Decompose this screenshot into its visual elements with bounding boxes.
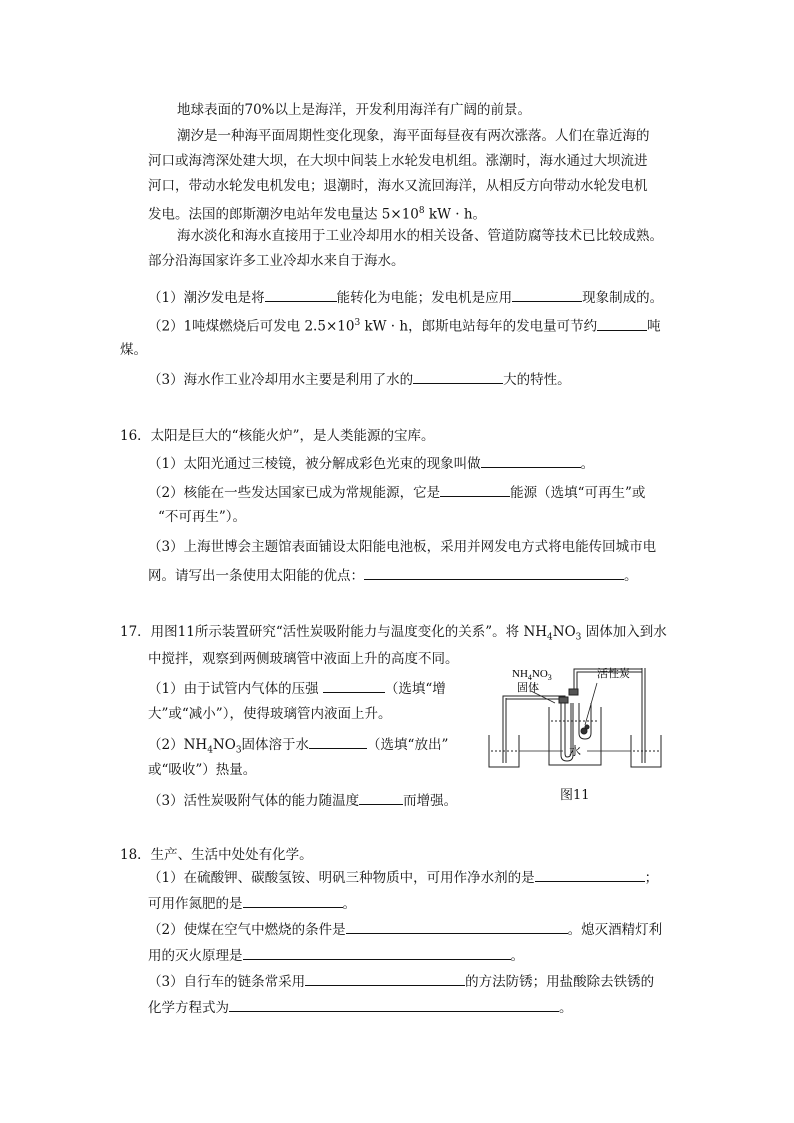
answer-blank[interactable]	[364, 565, 624, 580]
q17-sub3: （3）活性炭吸附气体的能力随温度 而增强。	[148, 790, 457, 810]
passage-paragraph-2: 发电。法国的郎斯潮汐电站年发电量达 $5\times 10^8$ kW · h。	[148, 206, 487, 223]
figure-caption: 图11	[560, 788, 590, 803]
passage-paragraph-1: 地球表面的70%以上是海洋，开发利用海洋有广阔的前景。	[177, 102, 532, 118]
answer-blank[interactable]	[309, 734, 367, 749]
label-water: 水	[569, 744, 582, 758]
passage-paragraph-3: 海水淡化和海水直接用于工业冷却用水的相关设备、管道防腐等技术已比较成熟。	[177, 228, 663, 244]
q16-stem: 16．太阳是巨大的“核能火炉”，是人类能源的宝库。	[120, 428, 435, 444]
q18-sub2: 用的灭火原理是 。	[148, 945, 524, 965]
q17-stem: 中搅拌，观察到两侧玻璃管中液面上升的高度不同。	[148, 651, 459, 667]
q17-sub2: 或“吸收”）热量。	[148, 762, 257, 778]
label-solid: 固体	[517, 682, 539, 694]
answer-blank[interactable]	[512, 287, 582, 302]
q16-sub2: “不可再生”）。	[158, 509, 247, 525]
q18-sub2: （2）使煤在空气中燃烧的条件是 。熄灭酒精灯利	[148, 919, 662, 939]
q16-sub1: （1）太阳光通过三棱镜，被分解成彩色光束的现象叫做 。	[148, 453, 594, 473]
q18-sub3: （3）自行车的链条常采用 的方法防锈；用盐酸除去铁锈的	[148, 971, 654, 991]
answer-blank[interactable]	[323, 678, 385, 693]
q17-sub1: （1）由于试管内气体的压强 （选填“增	[148, 678, 446, 698]
answer-blank[interactable]	[243, 945, 511, 960]
q15-sub3: （3）海水作工业冷却用水主要是利用了水的 大的特性。	[148, 369, 571, 389]
answer-blank[interactable]	[359, 790, 403, 805]
passage-paragraph-3: 部分沿海国家许多工业冷却水来自于海水。	[148, 253, 405, 269]
right-beaker	[631, 668, 661, 767]
label-activated-carbon: 活性炭	[597, 668, 630, 680]
answer-blank[interactable]	[243, 893, 343, 908]
left-beaker	[489, 698, 519, 767]
q18-sub1: （1）在硫酸钾、碳酸氢铵、明矾三种物质中，可用作净水剂的是 ；	[148, 867, 658, 887]
q18-sub1: 可用作氮肥的是 。	[148, 893, 356, 913]
q17-sub1: 大”或“减小”），使得玻璃管内液面上升。	[148, 706, 392, 722]
answer-blank[interactable]	[481, 453, 581, 468]
answer-blank[interactable]	[265, 287, 337, 302]
q18-sub3: 化学方程式为 。	[148, 997, 573, 1017]
answer-blank[interactable]	[229, 997, 559, 1012]
passage-paragraph-2: 河口，带动水轮发电机发电；退潮时，海水又流回海洋，从相反方向带动水轮发电机	[148, 178, 648, 194]
q18-stem: 18．生产、生活中处处有化学。	[120, 847, 313, 863]
q17-sub2: $(2)NH_4NO_3$固体溶于水 （选填“放出”	[148, 734, 448, 760]
q17-stem: 17．用图11所示装置研究“活性炭吸附能力与温度变化的关系”。将 $NH_4NO_3$ 固体加入到水	[120, 624, 667, 643]
answer-blank[interactable]	[346, 919, 568, 934]
q16-sub3: 网。请写出一条使用太阳能的优点： 。	[148, 565, 638, 585]
q16-sub2: （2）核能在一些发达国家已成为常规能源，它是 能源（选填“可再生”或	[148, 482, 645, 502]
q16-sub3: （3）上海世博会主题馆表面铺设太阳能电池板，采用并网发电方式将电能传回城市电	[148, 539, 657, 555]
answer-blank[interactable]	[305, 971, 465, 986]
label-nh4no3: $NH_4NO_3$	[512, 668, 552, 682]
answer-blank[interactable]	[535, 867, 645, 882]
answer-blank[interactable]	[597, 316, 647, 331]
q15-sub2: 煤。	[120, 342, 147, 358]
answer-blank[interactable]	[440, 482, 510, 497]
q15-sub2: （2）1吨煤燃烧后可发电 $2.5\times 10^3$ kW · h，郎斯电站每年的发电量可节约 吨	[148, 314, 661, 336]
passage-paragraph-2: 河口或海湾深处建大坝，在大坝中间装上水轮发电机组。涨潮时，海水通过大坝流进	[148, 153, 648, 169]
passage-paragraph-2: 潮汐是一种海平面周期性变化现象，海平面每昼夜有两次涨落。人们在靠近海的	[177, 128, 650, 144]
answer-blank[interactable]	[413, 369, 503, 384]
apparatus-diagram	[485, 663, 675, 773]
q15-sub1: （1）潮汐发电是将 能转化为电能；发电机是应用 现象制成的。	[148, 287, 663, 307]
